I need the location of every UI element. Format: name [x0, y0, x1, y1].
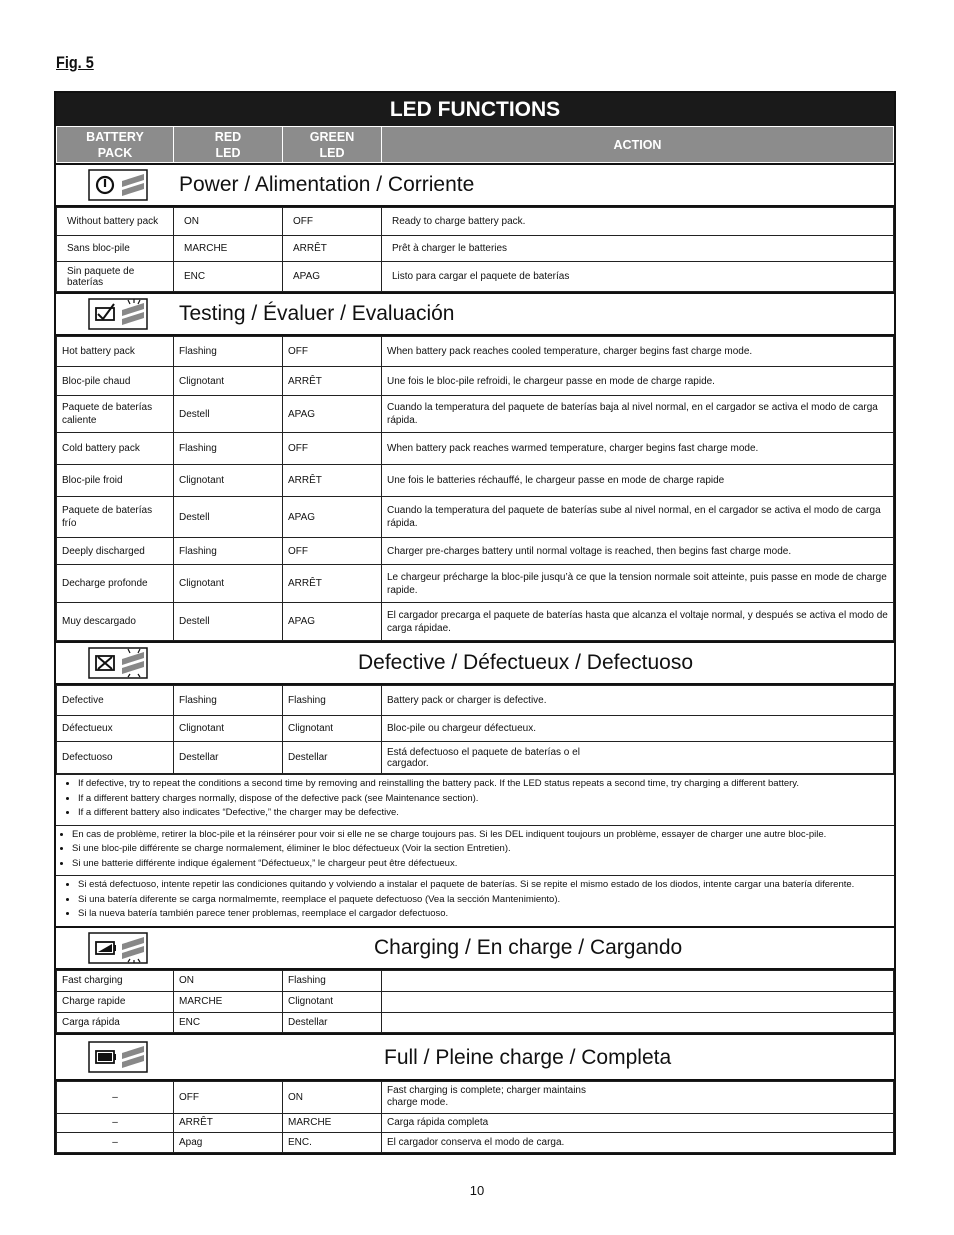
table-cell: APAG	[283, 262, 382, 292]
section-label: Power / Alimentation / Corriente	[179, 173, 475, 196]
note-item: • Si está defectuoso, intente repetir las condiciones quitando y volviendo a instalar el paquete de baterías. Si se repite el mismo estado de los diodos, intente cargar una batería diferente.	[78, 879, 886, 892]
table-cell: Une fois le batteries réchauffé, le chargeur passe en mode de charge rapide	[382, 465, 894, 497]
table-cell: El cargador precarga el paquete de baterías hasta que alcanza el voltaje normal, y después se activa el modo de carga rápidae.	[382, 603, 894, 641]
table-cell: ENC	[174, 1012, 283, 1032]
section-defective	[56, 641, 894, 685]
power-rows	[56, 207, 894, 292]
table-cell: Clignotant	[174, 565, 283, 603]
table-cell: ARRÊT	[283, 236, 382, 262]
table-cell: Carga rápida completa	[382, 1113, 894, 1132]
table-cell: –	[57, 1132, 174, 1152]
table-cell	[382, 991, 894, 1012]
notes-spanish	[56, 875, 894, 926]
table-cell: Fast charging	[57, 970, 174, 991]
defective-rows	[56, 685, 894, 774]
note-item: • Si une batterie différente indique également “Défectueux,” le chargeur peut être défectueux.	[72, 858, 886, 871]
table-cell: Destellar	[283, 1012, 382, 1032]
table-cell: Carga rápida	[57, 1012, 174, 1032]
led-functions-table	[54, 91, 896, 1155]
full-battery-icon	[88, 1041, 148, 1073]
table-cell: APAG	[283, 396, 382, 433]
table-cell: El cargador conserva el modo de carga.	[382, 1132, 894, 1152]
note-item: • If a different battery charges normally, dispose of the defective pack (see Maintenance section).	[78, 793, 886, 806]
table-cell: When battery pack reaches warmed temperature, charger begins fast charge mode.	[382, 433, 894, 465]
table-cell: Está defectuoso el paquete de baterías o el cargador.	[382, 742, 894, 774]
table-cell: –	[57, 1081, 174, 1113]
table-cell: OFF	[283, 337, 382, 367]
table-cell: Destell	[174, 603, 283, 641]
section-label: Charging / En charge / Cargando	[374, 935, 683, 959]
table-cell: ON	[283, 1081, 382, 1113]
table-cell: Flashing	[174, 433, 283, 465]
table-cell: OFF	[283, 208, 382, 236]
page-number: 10	[469, 1183, 485, 1198]
defective-icon	[88, 647, 148, 679]
note-item: • If defective, try to repeat the conditions a second time by removing and reinstalling the battery pack. If the LED status repeats a second time, try charging a different battery.	[78, 778, 886, 791]
section-label: Defective / Défectueux / Defectuoso	[358, 651, 694, 674]
table-cell: Prêt à charger le batteries	[382, 236, 894, 262]
note-item: • En cas de problème, retirer la bloc-pile et la réinsérer pour voir si elle ne se charge toujours pas. Si les DEL indiquent toujours un problème, essayer de charger une autre bloc-pile.	[72, 829, 886, 842]
table-cell: Without battery pack	[57, 208, 174, 236]
table-cell: OFF	[174, 1081, 283, 1113]
table-cell: Clignotant	[174, 465, 283, 497]
table-cell: Hot battery pack	[57, 337, 174, 367]
table-cell: Bloc-pile chaud	[57, 367, 174, 396]
table-cell: APAG	[283, 603, 382, 641]
table-cell: Defective	[57, 686, 174, 716]
note-item: • If a different battery also indicates “Defective,” the charger may be defective.	[78, 807, 886, 820]
table-cell: Cuando la temperatura del paquete de baterías sube al nivel normal, en el cargador se activa el modo de carga rápida.	[382, 497, 894, 538]
power-icon	[88, 169, 148, 201]
table-cell: ARRÊT	[283, 367, 382, 396]
table-cell: Défectueux	[57, 716, 174, 742]
table-cell: Destell	[174, 497, 283, 538]
table-cell: –	[57, 1113, 174, 1132]
table-cell: Paquete de baterías caliente	[57, 396, 174, 433]
table-cell: Sin paquete de baterías	[57, 262, 174, 292]
note-item: • Si una batería diferente se carga normalmemte, reemplace el paquete defectuoso (Vea la sección Mantenimiento).	[78, 894, 886, 907]
charging-rows	[56, 970, 894, 1033]
table-cell: ARRÊT	[283, 465, 382, 497]
table-cell: Defectuoso	[57, 742, 174, 774]
table-cell: Bloc-pile ou chargeur défectueux.	[382, 716, 894, 742]
header-battery-pack: BATTERY PACK	[57, 127, 174, 163]
table-cell: ENC	[174, 262, 283, 292]
table-cell: Destellar	[174, 742, 283, 774]
testing-icon	[88, 298, 148, 330]
table-cell: MARCHE	[174, 236, 283, 262]
table-cell: Cuando la temperatura del paquete de baterías baja al nivel normal, en el cargador se activa el modo de carga rápida.	[382, 396, 894, 433]
table-cell: Une fois le bloc-pile refroidi, le chargeur passe en mode de charge rapide.	[382, 367, 894, 396]
header-green-led: GREEN LED	[283, 127, 382, 163]
table-cell: Muy descargado	[57, 603, 174, 641]
table-cell: Deeply discharged	[57, 538, 174, 565]
table-cell: Le chargeur précharge la bloc-pile jusqu’à ce que la tension normale soit atteinte, puis passe en mode de charge rapide.	[382, 565, 894, 603]
table-cell: Clignotant	[283, 716, 382, 742]
table-cell: Flashing	[174, 337, 283, 367]
header-red-led: RED LED	[174, 127, 283, 163]
table-cell: Destellar	[283, 742, 382, 774]
table-cell	[382, 970, 894, 991]
table-cell: Fast charging is complete; charger maintains charge mode.	[382, 1081, 894, 1113]
notes-english	[56, 774, 894, 825]
section-full	[56, 1033, 894, 1081]
notes-french	[56, 825, 894, 876]
section-power	[56, 163, 894, 207]
table-cell: Flashing	[174, 686, 283, 716]
table-cell: MARCHE	[174, 991, 283, 1012]
table-cell: ON	[174, 208, 283, 236]
table-cell: Decharge profonde	[57, 565, 174, 603]
table-cell: OFF	[283, 433, 382, 465]
section-charging	[56, 926, 894, 970]
full-rows	[56, 1081, 894, 1153]
table-cell: Bloc-pile froid	[57, 465, 174, 497]
table-title: LED FUNCTIONS	[56, 93, 894, 126]
table-cell: Ready to charge battery pack.	[382, 208, 894, 236]
header-action: ACTION	[382, 127, 894, 163]
table-cell: Clignotant	[174, 716, 283, 742]
table-cell: Destell	[174, 396, 283, 433]
table-cell: When battery pack reaches cooled temperature, charger begins fast charge mode.	[382, 337, 894, 367]
note-item: • Si la nueva batería también parece tener problemas, reemplace el cargador defectuoso.	[78, 908, 886, 921]
table-cell: Flashing	[174, 538, 283, 565]
table-cell: Cold battery pack	[57, 433, 174, 465]
table-cell: Listo para cargar el paquete de baterías	[382, 262, 894, 292]
section-label: Full / Pleine charge / Completa	[384, 1045, 672, 1069]
charging-icon	[88, 932, 148, 964]
table-cell: ENC.	[283, 1132, 382, 1152]
figure-label: Fig. 5	[56, 53, 94, 72]
note-item: • Si une bloc-pile différente se charge normalement, éliminer le bloc défectueux (Voir la section Entretien).	[72, 843, 886, 856]
table-cell: ARRÊT	[174, 1113, 283, 1132]
table-cell: Charger pre-charges battery until normal voltage is reached, then begins fast charge mode.	[382, 538, 894, 565]
table-cell: ARRÊT	[283, 565, 382, 603]
table-cell	[382, 1012, 894, 1032]
table-cell: APAG	[283, 497, 382, 538]
column-headers	[56, 126, 894, 163]
section-label: Testing / Évaluer / Evaluación	[179, 302, 455, 325]
testing-rows	[56, 336, 894, 641]
table-cell: Charge rapide	[57, 991, 174, 1012]
table-cell: ON	[174, 970, 283, 991]
table-cell: OFF	[283, 538, 382, 565]
table-cell: Clignotant	[283, 991, 382, 1012]
section-testing	[56, 292, 894, 336]
table-cell: Clignotant	[174, 367, 283, 396]
table-cell: Paquete de baterías frío	[57, 497, 174, 538]
table-cell: Battery pack or charger is defective.	[382, 686, 894, 716]
table-cell: Flashing	[283, 686, 382, 716]
table-cell: Apag	[174, 1132, 283, 1152]
table-cell: Sans bloc-pile	[57, 236, 174, 262]
table-cell: Flashing	[283, 970, 382, 991]
table-cell: MARCHE	[283, 1113, 382, 1132]
